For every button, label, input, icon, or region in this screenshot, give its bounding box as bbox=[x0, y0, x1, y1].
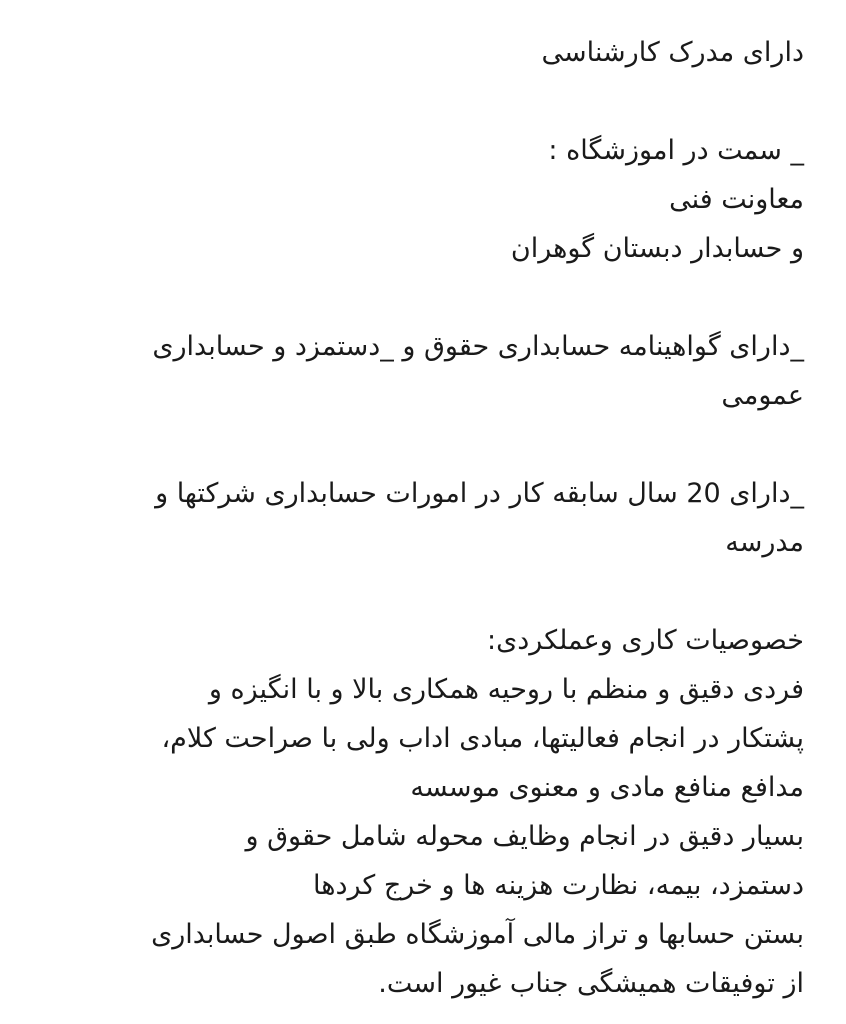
paragraph-position bbox=[42, 126, 804, 273]
text-line: و حسابدار دبستان گوهران bbox=[510, 233, 804, 264]
paragraph-gap bbox=[42, 567, 804, 616]
text-line: از توفیقات همیشگی جناب غیور است. bbox=[378, 968, 804, 999]
text-line: _دارای 20 سال سابقه کار در امورات حسابداری شرکتها و bbox=[155, 478, 804, 509]
paragraph-gap bbox=[42, 77, 804, 126]
paragraph-experience bbox=[42, 469, 804, 567]
text-line: بسیار دقیق در انجام وظایف محوله شامل حقوق و bbox=[245, 821, 804, 852]
paragraph-certificate bbox=[42, 322, 804, 420]
text-line: فردی دقیق و منظم با روحیه همکاری بالا و با انگیزه و bbox=[208, 674, 804, 705]
text-line: _دارای گواهینامه حسابداری حقوق و _دستمزد و حسابداری bbox=[152, 331, 804, 362]
paragraph-gap bbox=[42, 273, 804, 322]
text-line: بستن حسابها و تراز مالی آموزشگاه طبق اصول حسابداری bbox=[151, 919, 804, 950]
paragraph-gap bbox=[42, 420, 804, 469]
text-line: مدرسه bbox=[725, 527, 804, 558]
text-line: دارای مدرک کارشناسی bbox=[541, 37, 804, 68]
text-line: پشتکار در انجام فعالیتها، مبادی اداب ولی با صراحت کلام، bbox=[161, 723, 804, 754]
text-line: خصوصیات کاری وعملکردی: bbox=[487, 625, 804, 656]
paragraph-degree bbox=[42, 28, 804, 77]
paragraph-characteristics bbox=[42, 616, 804, 1008]
text-line: عمومی bbox=[721, 380, 804, 411]
text-line: _ سمت در اموزشگاه : bbox=[548, 135, 804, 166]
text-line: مدافع منافع مادی و معنوی موسسه bbox=[410, 772, 804, 803]
text-line: معاونت فنی bbox=[669, 184, 804, 215]
text-line: دستمزد، بیمه، نظارت هزینه ها و خرج کردها bbox=[313, 870, 804, 901]
